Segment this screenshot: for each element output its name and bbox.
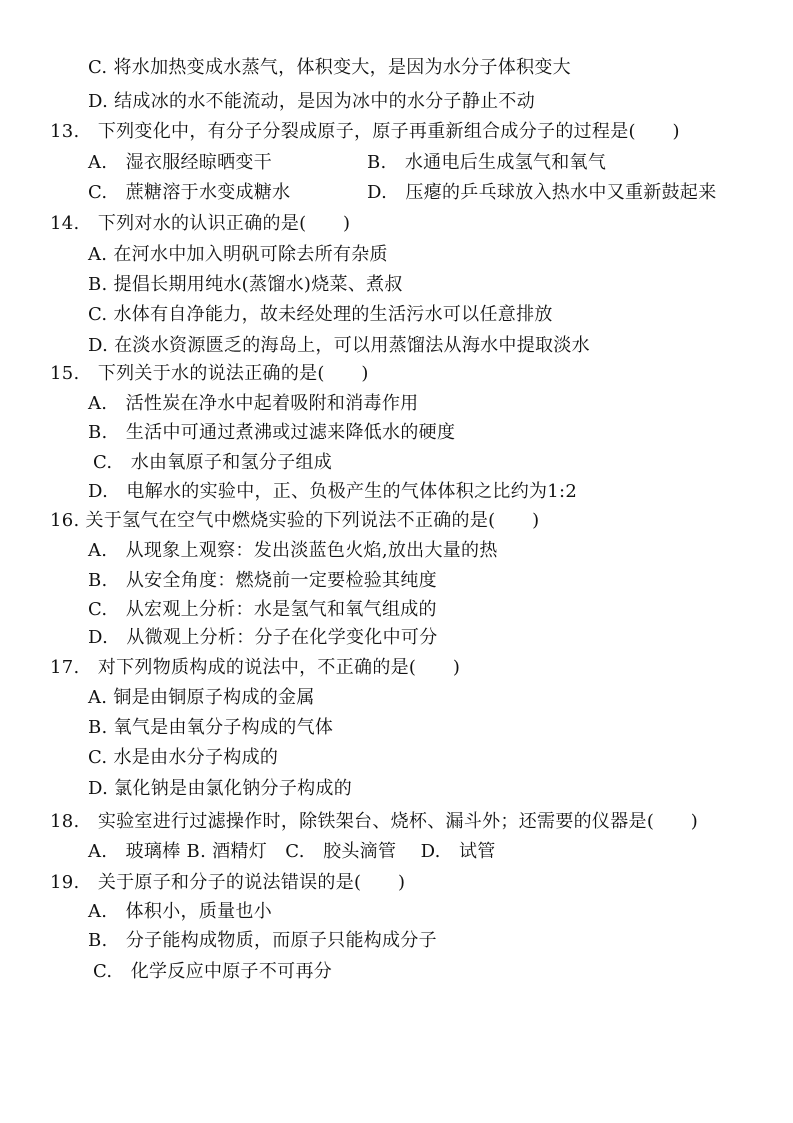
q17-option-d: D. 氯化钠是由氯化钠分子构成的 [88,778,353,799]
q14-option-b: B. 提倡长期用纯水(蒸馏水)烧菜、煮叔 [88,274,403,295]
q16-option-d: D. 从微观上分析：分子在化学变化中可分 [88,627,438,648]
q19-option-a: A. 体积小，质量也小 [88,901,273,922]
q16-option-c: C. 从宏观上分析：水是氢气和氧气组成的 [88,599,437,620]
q15-option-b: B. 生活中可通过煮沸或过滤来降低水的硬度 [88,422,456,443]
q12-option-d: D. 结成冰的水不能流动，是因为冰中的水分子静止不动 [88,91,536,112]
q13-option-a: A. 湿衣服经晾晒变干 [88,152,273,173]
q17-option-a: A. 铜是由铜原子构成的金属 [88,687,315,708]
q14-option-d: D. 在淡水资源匮乏的海岛上，可以用蒸馏法从海水中提取淡水 [88,335,590,356]
q17-stem: 17. 对下列物质构成的说法中，不正确的是( ) [50,657,461,678]
q15-stem: 15. 下列关于水的说法正确的是( ) [50,363,369,384]
q16-stem: 16. 关于氢气在空气中燃烧实验的下列说法不正确的是( ) [50,510,540,531]
q13-option-d: D. 压瘪的乒乓球放入热水中又重新鼓起来 [367,182,717,203]
q16-option-a: A. 从现象上观察：发出淡蓝色火焰,放出大量的热 [88,540,498,561]
q15-option-a: A. 活性炭在净水中起着吸附和消毒作用 [88,393,419,414]
q18-options: A. 玻璃棒 B. 酒精灯 C. 胶头滴管 D. 试管 [88,841,496,862]
q13-option-c: C. 蔗糖溶于水变成糖水 [88,182,291,203]
q14-stem: 14. 下列对水的认识正确的是( ) [50,213,351,234]
q19-option-b: B. 分子能构成物质，而原子只能构成分子 [88,930,437,951]
q15-option-c: C. 水由氧原子和氢分子组成 [93,452,333,473]
q16-option-b: B. 从安全角度：燃烧前一定要检验其纯度 [88,570,437,591]
q19-option-c: C. 化学反应中原子不可再分 [93,961,333,982]
q13-option-b: B. 水通电后生成氢气和氧气 [367,152,607,173]
q17-option-b: B. 氧气是由氧分子构成的气体 [88,717,334,738]
q18-stem: 18. 实验室进行过滤操作时，除铁架台、烧杯、漏斗外；还需要的仪器是( ) [50,811,699,832]
q19-stem: 19. 关于原子和分子的说法错误的是( ) [50,872,406,893]
q13-stem: 13. 下列变化中，有分子分裂成原子，原子再重新组合成分子的过程是( ) [50,121,680,142]
q14-option-c: C. 水体有自净能力，故未经处理的生活污水可以任意排放 [88,304,553,325]
q15-option-d: D. 电解水的实验中，正、负极产生的气体体积之比约为1:2 [88,481,578,502]
q12-option-c: C. 将水加热变成水蒸气，体积变大，是因为水分子体积变大 [88,57,571,78]
q17-option-c: C. 水是由水分子构成的 [88,747,279,768]
q14-option-a: A. 在河水中加入明矾可除去所有杂质 [88,244,388,265]
